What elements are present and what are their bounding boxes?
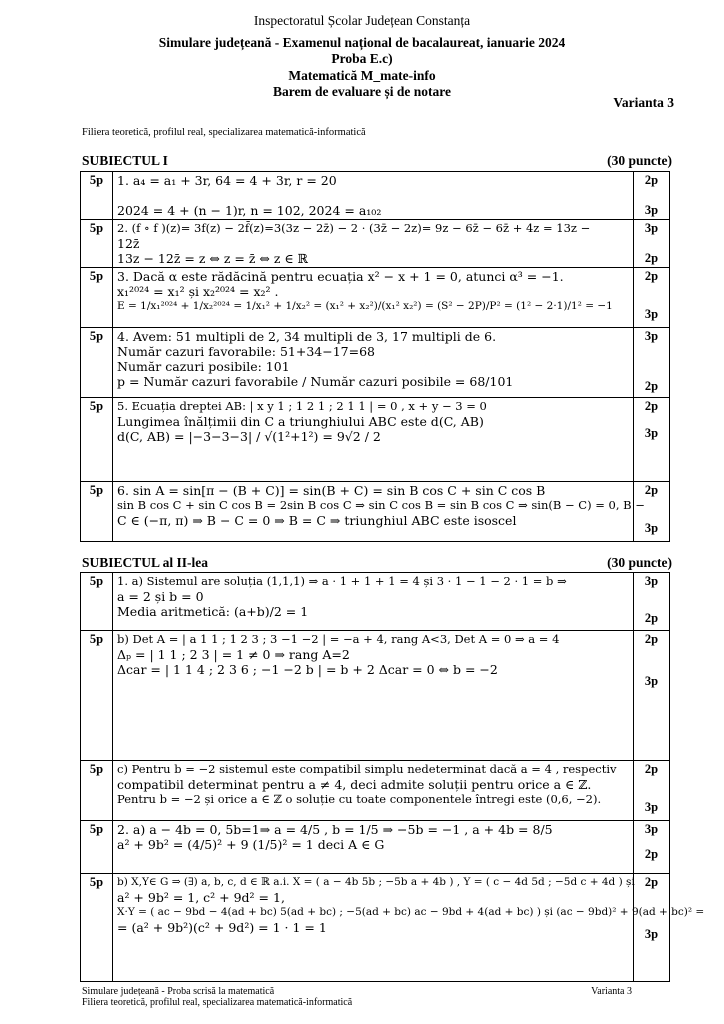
table-row [81,761,670,821]
row-partial-scores [634,573,670,631]
solution-line: c) Pentru b = −2 sistemul este compatibil simplu nedeterminat dacă a = 4 , respectiv [117,762,617,776]
table-row [81,573,670,631]
footer-line-2: Filiera teoretică, profilul real, specializarea matematică-informatică [82,997,353,1008]
solution-line: 4. Avem: 51 multipli de 2, 34 multipli de 3, 17 multipli de 6. [117,329,497,344]
partial-score: 3p [644,221,659,235]
solution-line: 1. a) Sistemul are soluția (1,1,1) ⇒ a · 1 + 1 + 1 = 4 și 3 · 1 − 1 − 2 · 1 = b ⇒ [117,574,567,588]
row-total-points: 5p [81,761,113,821]
row-total-points: 5p [81,220,113,268]
barem-title: Barem de evaluare și de notare [272,84,452,99]
row-partial-scores [634,761,670,821]
row-content [113,573,634,631]
partial-score: 3p [644,426,659,440]
partial-score [638,717,665,759]
institution-line: Inspectoratul Școlar Județean Constanța [253,13,471,28]
row-partial-scores [634,631,670,761]
solution-line: a² + 9b² = 1, c² + 9d² = 1, [117,890,285,905]
partial-score: 3p [644,329,659,343]
table-row [81,821,670,874]
solution-line: C ∈ (−π, π) ⇒ B − C = 0 ⇒ B = C ⇒ triunghiul ABC este isoscel [117,513,517,528]
variant-label: Varianta 3 [613,95,674,110]
partial-score: 3p [644,307,659,321]
row-partial-scores [634,220,670,268]
solution-line: X·Y = ( ac − 9bd − 4(ad + bc) 5(ad + bc) ; −5(ad + bc) ac − 9bd + 4(ad + bc) ) și (ac − 9bd)² + 9(ad + bc)² = [117,906,705,918]
table-row [81,172,670,220]
solution-line: 2. (f ∘ f )(z)= 3f(z) − 2f̄(z)=3(3z − 2z̄) − 2 · (3z̄ − 2z)= 9z − 6z̄ − 6z̄ + 4z = 13z − [117,221,591,235]
footer-line-1: Simulare județeană - Proba scrisă la matematică [82,986,275,997]
section1-title [82,153,672,169]
row-total-points: 5p [81,573,113,631]
table-row [81,220,670,268]
section1-table [80,171,670,542]
partial-score: 2p [644,399,659,413]
solution-line: 5. Ecuația dreptei AB: | x y 1 ; 1 2 1 ; 2 1 1 | = 0 , x + y − 3 = 0 [117,399,487,413]
row-total-points: 5p [81,328,113,398]
row-content [113,268,634,328]
solution-line: Lungimea înălțimii din C a triunghiului ABC este d(C, AB) [117,414,484,429]
exam-title: Simulare județeană - Examenul național de bacalaureat, ianuarie 2024 [158,35,566,50]
row-partial-scores [634,874,670,982]
row-content [113,761,634,821]
partial-score: 2p [644,610,659,625]
solution-line: 3. Dacă α este rădăcină pentru ecuația x² − x + 1 = 0, atunci α³ = −1. [117,269,564,284]
row-total-points: 5p [81,821,113,874]
solution-line: p = Număr cazuri favorabile / Număr cazuri posibile = 68/101 [117,374,514,389]
section1-heading: SUBIECTUL I [82,153,168,168]
solution-line: a² + 9b² = (4/5)² + 9 (1/5)² = 1 deci A ∈ G [117,837,385,852]
partial-score: 2p [644,269,659,283]
solution-line: compatibil determinat pentru a ≠ 4, deci admite soluții pentru orice a ∈ ℤ. [117,777,592,792]
partial-score [638,288,665,307]
solution-line: 2. a) a − 4b = 0, 5b=1⇒ a = 4/5 , b = 1/5 ⇒ −5b = −1 , a + 4b = 8/5 [117,822,553,837]
row-total-points: 5p [81,172,113,220]
partial-score: 3p [644,800,659,814]
solution-line: 12z̄ [117,236,140,251]
partial-score: 2p [644,483,659,497]
footer-variant: Varianta 3 [591,986,632,997]
partial-score: 3p [644,203,659,217]
partial-score: 2p [644,378,659,393]
partial-score: 3p [644,574,659,588]
row-total-points: 5p [81,398,113,482]
row-content [113,172,634,220]
row-partial-scores [634,398,670,482]
solution-line: Număr cazuri posibile: 101 [117,359,290,374]
solution-line: sin B cos C + sin C cos B = 2sin B cos C ⇒ sin C cos B = sin B cos C ⇒ sin(B − C) = 0, B − [117,498,645,512]
partial-score: 2p [644,251,659,265]
row-content [113,482,645,542]
table-row [81,268,670,328]
partial-score [638,592,665,610]
partial-score: 3p [644,822,659,836]
solution-line: = (a² + 9b²)(c² + 9d²) = 1 · 1 = 1 [117,920,327,935]
partial-score: 3p [644,521,659,535]
solution-line: a = 2 și b = 0 [117,589,204,604]
solution-line: Pentru b = −2 și orice a ∈ ℤ o soluție cu toate componentele întregi este (0,6, −2). [117,792,602,806]
solution-line [117,188,629,203]
partial-score [638,453,665,480]
section1-points: (30 puncte) [607,153,672,168]
partial-score [638,236,665,251]
section2-title [82,555,672,571]
partial-score: 2p [644,762,659,776]
row-partial-scores [634,821,670,874]
section2-points: (30 puncte) [607,555,672,570]
row-content [113,398,634,482]
solution-line: 13z − 12z̄ = z ⇔ z = z̄ ⇔ z ∈ ℝ [117,251,309,266]
solution-line: Δₚ = | 1 1 ; 2 3 | = 1 ≠ 0 ⇒ rang A=2 [117,647,350,662]
partial-score [638,781,665,800]
partial-score: 2p [644,847,659,861]
row-partial-scores [634,328,670,398]
solution-line: Media aritmetică: (a+b)/2 = 1 [117,604,309,619]
table-row [81,398,670,482]
table-row [81,631,670,761]
row-content [113,821,634,874]
table-row [81,482,670,542]
partial-score: 2p [644,875,659,889]
partial-score: 3p [644,927,659,941]
solution-line: E = 1/x₁²⁰²⁴ + 1/x₂²⁰²⁴ = 1/x₁² + 1/x₂² = (x₁² + x₂²)/(x₁² x₂²) = (S² − 2P)/P² = (1² − 2·1)/1² = −1 [117,300,613,312]
section2-heading: SUBIECTUL al II-lea [82,555,209,570]
partial-score: 3p [644,674,659,689]
row-content [113,631,634,761]
row-partial-scores [634,268,670,328]
partial-score [638,953,665,979]
row-partial-scores [634,172,670,220]
row-total-points: 5p [81,268,113,328]
solution-line: b) X,Y∈ G ⇒ (∃) a, b, c, d ∈ ℝ a.i. X = ( a − 4b 5b ; −5b a + 4b ) , Y = ( c − 4d 5d ; −5d c + 4d ) și [117,876,635,888]
partial-score: 2p [644,173,659,187]
row-content [113,328,634,398]
solution-line: x₁²⁰²⁴ = x₁² și x₂²⁰²⁴ = x₂² . [117,284,279,299]
solution-line: Număr cazuri favorabile: 51+34−17=68 [117,344,375,359]
subject-label: Matematică M_mate-info [288,68,436,83]
row-total-points: 5p [81,482,113,542]
page-footer [82,986,672,1008]
row-total-points: 5p [81,631,113,761]
solution-line: 6. sin A = sin[π − (B + C)] = sin(B + C) = sin B cos C + sin C cos B [117,483,546,498]
proba-label: Proba E.c) [331,51,393,66]
solution-line: 1. a₄ = a₁ + 3r, 64 = 4 + 3r, r = 20 [117,173,337,188]
table-row [81,328,670,398]
solution-line: 2024 = 4 + (n − 1)r, n = 102, 2024 = a₁₀₂ [117,203,382,218]
partial-score [638,346,665,363]
solution-line: Δcar = | 1 1 4 ; 2 3 6 ; −1 −2 b | = b + 2 Δcar = 0 ⇔ b = −2 [117,662,498,677]
filiera-line: Filiera teoretică, profilul real, specializarea matematică-informatică [82,127,366,138]
partial-score [638,188,665,203]
partial-score [638,362,665,379]
partial-score: 2p [644,632,659,646]
row-content [113,220,634,268]
solution-line: b) Det A = | a 1 1 ; 1 2 3 ; 3 −1 −2 | = −a + 4, rang A<3, Det A = 0 ⇒ a = 4 [117,632,560,646]
solution-line: d(C, AB) = |−3−3−3| / √(1²+1²) = 9√2 / 2 [117,429,381,444]
section2-table [80,572,705,982]
row-total-points: 5p [81,874,113,982]
table-row [81,874,670,982]
